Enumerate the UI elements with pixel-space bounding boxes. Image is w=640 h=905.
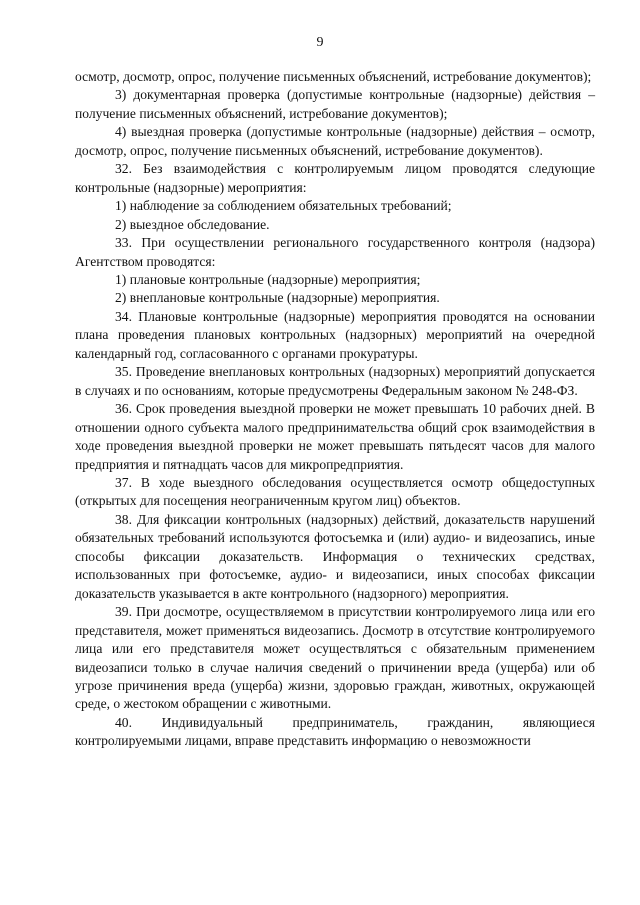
paragraph: 3) документарная проверка (допустимые контрольные (надзорные) действия – получение письменных объяснений, истребование документов);	[75, 87, 595, 121]
paragraph: 34. Плановые контрольные (надзорные) мероприятия проводятся на основании плана проведения плановых контрольных (надзорных) мероприятий на очередной календарный год, согласованного с органами прокуратуры.	[75, 308, 595, 361]
paragraph: 1) наблюдение за соблюдением обязательных требований;	[115, 198, 452, 214]
paragraph: 35. Проведение внеплановых контрольных (надзорных) мероприятий допускается в случаях и по основаниям, которые предусмотрены Федеральным законом № 248-ФЗ.	[75, 364, 595, 398]
paragraph: 33. При осуществлении регионального государственного контроля (надзора) Агентством проводятся:	[75, 235, 595, 269]
paragraph: 38. Для фиксации контрольных (надзорных) действий, доказательств нарушений обязательных требований используются фотосъемка и (или) аудио- и видеозапись, иные способы фиксации доказательств. Информация о технических средствах, использованных при фотосъемке, аудио- и видеозаписи, иных способах фиксации доказательств указывается в акте контрольного (надзорного) мероприятия.	[75, 511, 595, 601]
paragraph: 36. Срок проведения выездной проверки не может превышать 10 рабочих дней. В отношении одного субъекта малого предпринимательства общий срок взаимодействия в ходе проведения выездной проверки не может превышать пятьдесят часов для малого предприятия и пятнадцать часов для микропредприятия.	[75, 401, 595, 472]
paragraph: 37. В ходе выездного обследования осуществляется осмотр общедоступных (открытых для посещения неограниченным кругом лиц) объектов.	[75, 474, 595, 509]
paragraph: 1) плановые контрольные (надзорные) мероприятия;	[115, 271, 421, 287]
paragraph: 2) внеплановые контрольные (надзорные) мероприятия.	[115, 290, 440, 306]
paragraph: 39. При досмотре, осуществляемом в присутствии контролируемого лица или его представителя, может применяться видеозапись. Досмотр в отсутствие контролируемого лица или его представителя может осуществляться с обязательным применением видеозаписи только в случае наличия сведений о причинении вреда (ущерба) или об угрозе причинения вреда (ущерба) жизни, здоровью граждан, животных, окружающей среде, о жестоком обращении с животными.	[75, 604, 595, 712]
paragraph: 4) выездная проверка (допустимые контрольные (надзорные) действия – осмотр, досмотр, опрос, получение письменных объяснений, истребование документов).	[75, 124, 595, 158]
paragraph: 40. Индивидуальный предприниматель, гражданин, являющиеся контролируемыми лицами, вправе представить информацию о невозможности	[75, 714, 595, 749]
paragraph: 32. Без взаимодействия с контролируемым лицом проводятся следующие контрольные (надзорные) мероприятия:	[75, 161, 595, 195]
page-number: 9	[316, 35, 324, 50]
paragraph: осмотр, досмотр, опрос, получение письменных объяснений, истребование документов);	[75, 69, 592, 84]
paragraph: 2) выездное обследование.	[115, 216, 270, 232]
document-body	[75, 68, 595, 751]
